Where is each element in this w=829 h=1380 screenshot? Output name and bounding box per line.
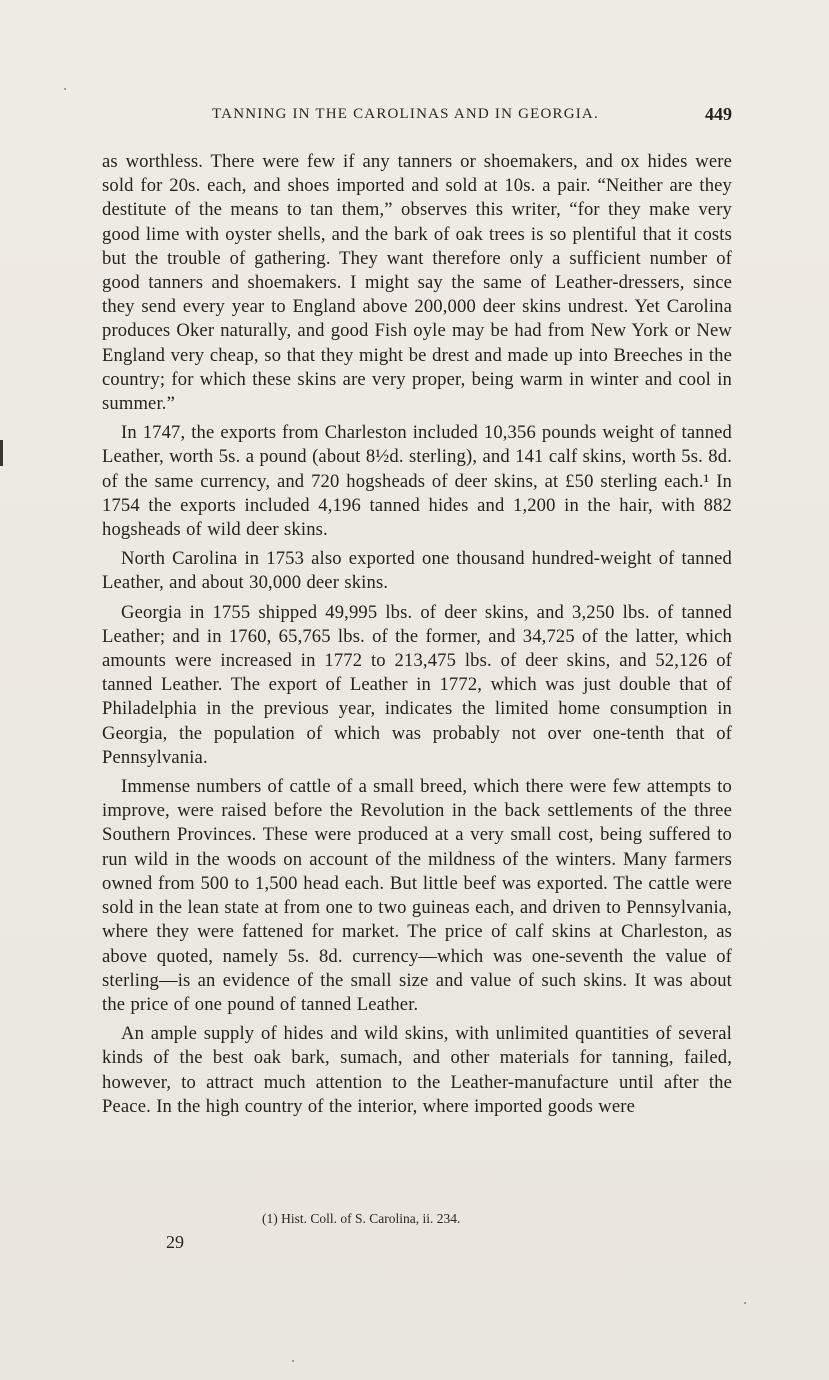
paragraph-hides-supply: An ample supply of hides and wild skins, with unlimited quantities of several kinds of the best oak bark, sumach, and other materials for tanning, failed, however, to attract much attention to the Leather-manufacture until after the Peace. In the high country of the interior, where imported goods were (102, 1023, 732, 1117)
paper-speck (744, 1302, 746, 1304)
paragraph-cattle: Immense numbers of cattle of a small breed, which there were few attempts to improve, were raised before the Revolution in the back settlements of the three Southern Provinces. These were produced at a very small cost, being suffered to run wild in the woods on account of the mildness of the winters. Many farmers owned from 500 to 1,500 head each. But little beef was exported. The cattle were sold in the lean state at from one to two guineas each, and driven to Pennsylvania, where they were fattened for market. The price of calf skins at Charleston, as above quoted, namely 5s. 8d. currency—which was one-seventh the value of sterling—is an evidence of the small size and value of such skins. It was about the price of one pound of tanned Leather. (102, 776, 732, 1015)
page-number: 449 (705, 104, 732, 124)
paragraph-north-carolina: North Carolina in 1753 also exported one thousand hundred-weight of tanned Leather, and about 30,000 deer skins. (102, 548, 732, 594)
footnote: (1) Hist. Coll. of S. Carolina, ii. 234. (262, 1211, 461, 1226)
paragraph-continued: as worthless. There were few if any tanners or shoemakers, and ox hides were sold for 20s. each, and shoes imported and sold at 10s. a pair. “Neither are they destitute of the means to tan them,” observes this writer, “for they make very good lime with oyster shells, and the bark of oak trees is so plentiful that it costs but the trouble of gathering. They want therefore only a sufficient number of good tanners and shoemakers. I might say the same of Leather-dressers, since they send every year to England above 200,000 deer skins undrest. Yet Carolina produces Oker naturally, and good Fish oyle may be had from New York or New England very cheap, so that they might be drest and made up into Breeches in the country; for which these skins are very proper, being warm in winter and cool in summer.” (102, 151, 732, 415)
paragraph-1747-exports: In 1747, the exports from Charleston included 10,356 pounds weight of tanned Leather, worth 5s. a pound (about 8½d. sterling), and 141 calf skins, worth 5s. 8d. of the same currency, and 720 hogsheads of deer skins, at £50 sterling each.¹ In 1754 the exports included 4,196 tanned hides and 1,200 in the hair, with 882 hogsheads of wild deer skins. (102, 422, 732, 541)
running-title: TANNING IN THE CAROLINAS AND IN GEORGIA. (212, 106, 599, 122)
signature-mark: 29 (166, 1232, 184, 1252)
margin-mark (0, 440, 3, 466)
body-text (102, 150, 732, 1124)
paragraph-georgia: Georgia in 1755 shipped 49,995 lbs. of deer skins, and 3,250 lbs. of tanned Leather; and in 1760, 65,765 lbs. of the former, and 34,725 of the latter, which amounts were increased in 1772 to 213,475 lbs. of deer skins, and 52,126 of tanned Leather. The export of Leather in 1772, which was just double that of Philadelphia in the previous year, indicates the limited home consumption in Georgia, the population of which was probably not over one-tenth that of Pennsylvania. (102, 601, 732, 768)
paper-speck (292, 1360, 294, 1362)
paper-speck (64, 88, 66, 90)
running-header (100, 104, 732, 128)
